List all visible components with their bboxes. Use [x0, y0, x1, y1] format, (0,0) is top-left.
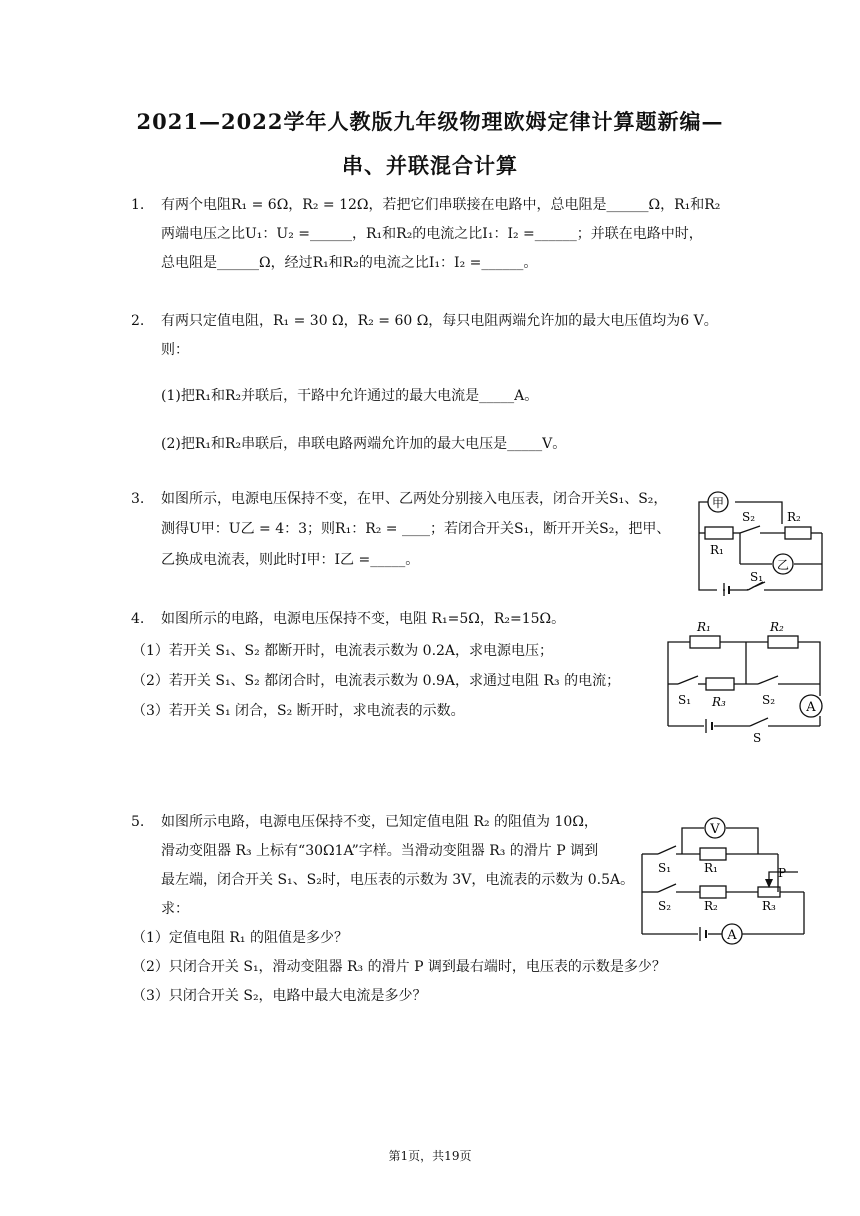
page-title-line2: 串、并联混合计算: [342, 153, 518, 178]
question-text-line: 有两只定值电阻，R₁ = 30 Ω，R₂ = 60 Ω，每只电阻两端允许加的最大电压值均为6 V。: [161, 313, 718, 329]
s1-label: S₁: [678, 693, 692, 707]
ammeter-label: A: [727, 928, 737, 943]
s2-label: S₂: [762, 693, 776, 707]
question-text-line: 最左端，闭合开关 S₁、S₂时，电压表的示数为 3V，电流表的示数为 0.5A。: [161, 872, 635, 888]
r2-label: R₂: [787, 510, 801, 524]
s1-label: S₁: [750, 570, 764, 584]
question-subpart: （2）若开关 S₁、S₂ 都闭合时，电流表示数为 0.9A，求通过电阻 R₃ 的电流；: [132, 673, 621, 689]
r3-label: R₃: [712, 695, 726, 709]
question-text-line: 则：: [161, 342, 189, 358]
question-text-line: 如图所示电路，电源电压保持不变，已知定值电阻 R₂ 的阻值为 10Ω，: [161, 814, 598, 830]
question-text-line: 总电阻是______Ω，经过R₁和R₂的电流之比I₁：I₂ =______。: [161, 255, 538, 271]
question-number: 4.: [131, 611, 145, 627]
question-subpart: (2)把R₁和R₂串联后，串联电路两端允许加的最大电压是_____V。: [161, 436, 567, 452]
question-text-line: 如图所示，电源电压保持不变，在甲、乙两处分别接入电压表，闭合开关S₁、S₂，: [161, 491, 668, 507]
r1-label: R₁: [710, 543, 724, 557]
voltmeter-label: V: [710, 822, 720, 837]
ammeter-label: A: [806, 700, 816, 715]
question-subpart: （1）定值电阻 R₁ 的阻值是多少？: [132, 930, 348, 946]
question-number: 1.: [131, 197, 145, 213]
question-number: 2.: [131, 313, 145, 329]
r1-label: R₁: [704, 861, 718, 875]
question-text-line: 求：: [161, 901, 189, 917]
s1-label: S₁: [658, 861, 672, 875]
question-text-line: 如图所示的电路，电源电压保持不变，电阻 R₁=5Ω，R₂=15Ω。: [161, 611, 566, 627]
meter-yi-label: 乙: [776, 558, 790, 572]
question-text-line: 有两个电阻R₁ = 6Ω，R₂ = 12Ω，若把它们串联接在电路中，总电阻是______Ω，R₁和R₂: [161, 197, 721, 213]
question-text-line: 两端电压之比U₁：U₂ =______，R₁和R₂的电流之比I₁：I₂ =______；并联在电路中时，: [161, 226, 703, 242]
page-title-line1: 2021—2022学年人教版九年级物理欧姆定律计算题新编—: [136, 109, 724, 134]
r2-label: R₂: [770, 620, 784, 634]
question-number: 5.: [131, 814, 145, 830]
r3-label: R₃: [762, 899, 776, 913]
circuit-diagram-q4: [660, 616, 832, 746]
page-footer: 第1页，共19页: [388, 1149, 472, 1163]
question-subpart: （3）只闭合开关 S₂，电路中最大电流是多少？: [132, 988, 427, 1004]
r1-label: R₁: [697, 620, 711, 634]
question-subpart: （2）只闭合开关 S₁，滑动变阻器 R₃ 的滑片 P 调到最右端时，电压表的示数是多少？: [132, 959, 666, 975]
question-text-line: 乙换成电流表，则此时I甲：I乙 =_____。: [161, 552, 420, 568]
s2-label: S₂: [742, 510, 756, 524]
question-subpart: （3）若开关 S₁ 闭合，S₂ 断开时，求电流表的示数。: [132, 703, 465, 719]
circuit-diagram-q5: [638, 812, 810, 948]
slider-p-label: P: [778, 866, 787, 880]
question-subpart: (1)把R₁和R₂并联后，干路中允许通过的最大电流是_____A。: [161, 388, 539, 404]
s2-label: S₂: [658, 899, 672, 913]
circuit-diagram-q3: [692, 488, 832, 596]
question-subpart: （1）若开关 S₁、S₂ 都断开时，电流表示数为 0.2A，求电源电压；: [132, 643, 554, 659]
question-number: 3.: [131, 491, 145, 507]
r2-label: R₂: [704, 899, 718, 913]
question-text-line: 测得U甲：U乙 = 4：3；则R₁：R₂ = ____；若闭合开关S₁，断开开关S₂，把甲、: [161, 521, 671, 537]
meter-jia-label: 甲: [711, 496, 725, 510]
question-text-line: 滑动变阻器 R₃ 上标有“30Ω1A”字样。当滑动变阻器 R₃ 的滑片 P 调到: [161, 843, 599, 859]
s-label: S: [753, 731, 762, 745]
